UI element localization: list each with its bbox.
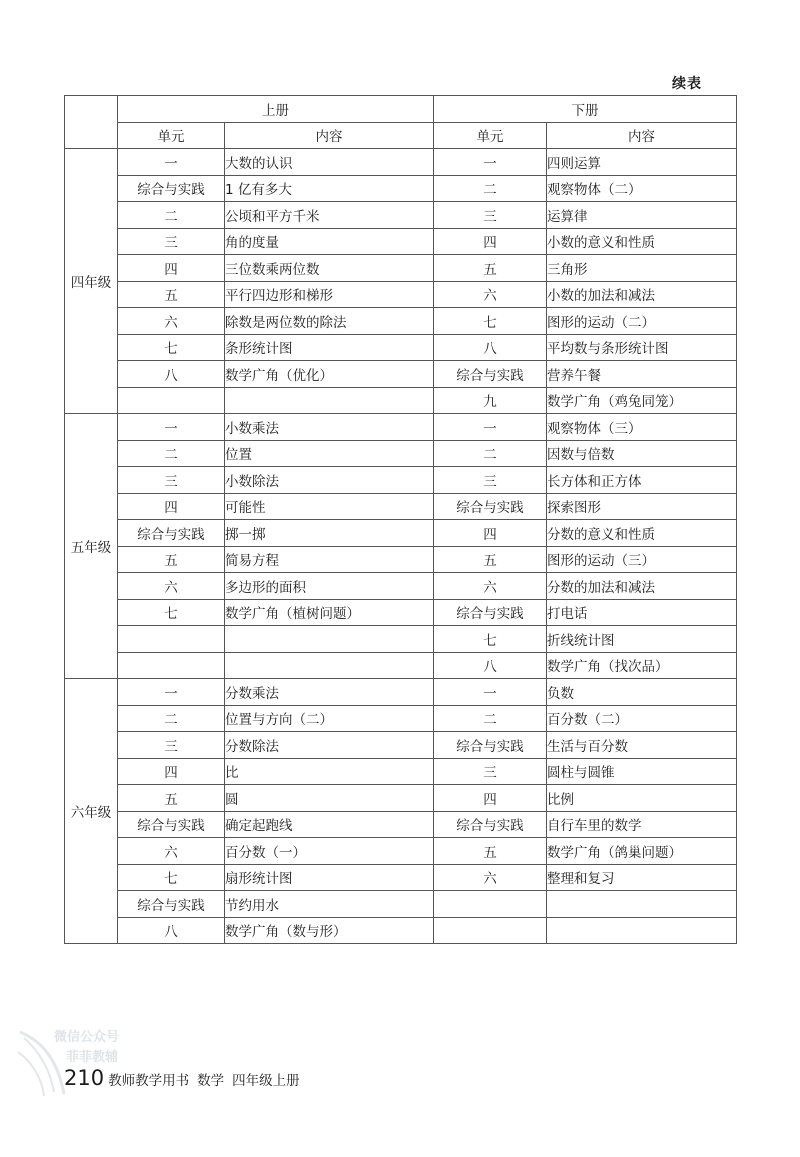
lower-content-cell: 四则运算 bbox=[547, 149, 737, 176]
upper-content-cell: 位置与方向（二） bbox=[225, 705, 434, 732]
upper-content-cell: 确定起跑线 bbox=[225, 811, 434, 838]
lower-unit-cell: 二 bbox=[434, 175, 547, 202]
upper-unit-cell: 四 bbox=[118, 493, 225, 520]
lower-unit-cell: 二 bbox=[434, 705, 547, 732]
upper-unit-cell: 综合与实践 bbox=[118, 891, 225, 918]
table-row bbox=[65, 811, 737, 838]
lower-content-cell: 平均数与条形统计图 bbox=[547, 334, 737, 361]
lower-content-cell: 三角形 bbox=[547, 255, 737, 282]
lower-unit-cell: 四 bbox=[434, 228, 547, 255]
lower-unit-cell: 九 bbox=[434, 387, 547, 414]
header-upper-unit: 单元 bbox=[118, 122, 225, 149]
upper-content-cell: 比 bbox=[225, 758, 434, 785]
header-lower-volume: 下册 bbox=[434, 96, 737, 123]
lower-content-cell: 比例 bbox=[547, 785, 737, 812]
lower-unit-cell: 六 bbox=[434, 864, 547, 891]
table-row bbox=[65, 891, 737, 918]
upper-unit-cell: 二 bbox=[118, 705, 225, 732]
table-row bbox=[65, 679, 737, 706]
curriculum-table bbox=[64, 95, 737, 944]
table-row bbox=[65, 732, 737, 759]
table-row bbox=[65, 626, 737, 653]
upper-unit-cell: 四 bbox=[118, 255, 225, 282]
upper-unit-cell: 八 bbox=[118, 361, 225, 388]
upper-content-cell: 平行四边形和梯形 bbox=[225, 281, 434, 308]
lower-content-cell: 因数与倍数 bbox=[547, 440, 737, 467]
table-row bbox=[65, 334, 737, 361]
upper-unit-cell: 一 bbox=[118, 149, 225, 176]
upper-unit-cell bbox=[118, 387, 225, 414]
grade-label: 六年级 bbox=[65, 679, 118, 944]
lower-unit-cell: 一 bbox=[434, 679, 547, 706]
header-lower-unit: 单元 bbox=[434, 122, 547, 149]
subject-label: 数学 bbox=[197, 1073, 225, 1089]
upper-content-cell: 位置 bbox=[225, 440, 434, 467]
upper-content-cell: 除数是两位数的除法 bbox=[225, 308, 434, 335]
grade-label: 四年级 bbox=[65, 149, 118, 414]
upper-unit-cell: 综合与实践 bbox=[118, 811, 225, 838]
table-row bbox=[65, 440, 737, 467]
table-row bbox=[65, 281, 737, 308]
upper-content-cell bbox=[225, 626, 434, 653]
upper-unit-cell: 一 bbox=[118, 679, 225, 706]
upper-content-cell: 多边形的面积 bbox=[225, 573, 434, 600]
upper-content-cell: 可能性 bbox=[225, 493, 434, 520]
table-row bbox=[65, 361, 737, 388]
table-body bbox=[65, 149, 737, 944]
lower-unit-cell bbox=[434, 917, 547, 944]
lower-unit-cell: 五 bbox=[434, 838, 547, 865]
lower-content-cell: 数学广角（找次品） bbox=[547, 652, 737, 679]
lower-unit-cell: 综合与实践 bbox=[434, 732, 547, 759]
lower-unit-cell: 六 bbox=[434, 281, 547, 308]
lower-unit-cell: 二 bbox=[434, 440, 547, 467]
upper-content-cell: 大数的认识 bbox=[225, 149, 434, 176]
table-row bbox=[65, 838, 737, 865]
lower-content-cell: 观察物体（三） bbox=[547, 414, 737, 441]
table-row bbox=[65, 175, 737, 202]
table-row bbox=[65, 520, 737, 547]
lower-content-cell: 图形的运动（三） bbox=[547, 546, 737, 573]
table-row bbox=[65, 573, 737, 600]
corner-cell bbox=[65, 96, 118, 149]
lower-content-cell: 分数的意义和性质 bbox=[547, 520, 737, 547]
upper-content-cell: 扇形统计图 bbox=[225, 864, 434, 891]
lower-unit-cell: 八 bbox=[434, 652, 547, 679]
upper-content-cell: 百分数（一） bbox=[225, 838, 434, 865]
upper-content-cell: 掷一掷 bbox=[225, 520, 434, 547]
lower-content-cell: 圆柱与圆锥 bbox=[547, 758, 737, 785]
upper-content-cell: 分数乘法 bbox=[225, 679, 434, 706]
upper-unit-cell: 三 bbox=[118, 228, 225, 255]
upper-unit-cell: 四 bbox=[118, 758, 225, 785]
upper-unit-cell: 综合与实践 bbox=[118, 520, 225, 547]
table-row bbox=[65, 387, 737, 414]
upper-content-cell: 数学广角（优化） bbox=[225, 361, 434, 388]
upper-content-cell: 1 亿有多大 bbox=[225, 175, 434, 202]
table-row bbox=[65, 758, 737, 785]
lower-unit-cell: 综合与实践 bbox=[434, 493, 547, 520]
upper-content-cell: 公顷和平方千米 bbox=[225, 202, 434, 229]
lower-content-cell: 探索图形 bbox=[547, 493, 737, 520]
lower-unit-cell: 五 bbox=[434, 546, 547, 573]
upper-unit-cell: 七 bbox=[118, 864, 225, 891]
table-row bbox=[65, 864, 737, 891]
lower-unit-cell: 三 bbox=[434, 202, 547, 229]
lower-content-cell: 分数的加法和减法 bbox=[547, 573, 737, 600]
upper-content-cell: 条形统计图 bbox=[225, 334, 434, 361]
upper-unit-cell: 一 bbox=[118, 414, 225, 441]
table-row bbox=[65, 467, 737, 494]
lower-unit-cell: 一 bbox=[434, 414, 547, 441]
table-row bbox=[65, 202, 737, 229]
upper-unit-cell: 五 bbox=[118, 546, 225, 573]
table-row bbox=[65, 917, 737, 944]
lower-unit-cell: 三 bbox=[434, 758, 547, 785]
upper-content-cell: 分数除法 bbox=[225, 732, 434, 759]
lower-unit-cell: 七 bbox=[434, 308, 547, 335]
upper-unit-cell: 二 bbox=[118, 440, 225, 467]
upper-content-cell: 数学广角（植树问题） bbox=[225, 599, 434, 626]
lower-content-cell: 图形的运动（二） bbox=[547, 308, 737, 335]
header-row-columns bbox=[65, 122, 737, 149]
lower-unit-cell bbox=[434, 891, 547, 918]
upper-content-cell: 小数除法 bbox=[225, 467, 434, 494]
lower-unit-cell: 综合与实践 bbox=[434, 599, 547, 626]
lower-content-cell: 数学广角（鸡兔同笼） bbox=[547, 387, 737, 414]
header-upper-content: 内容 bbox=[225, 122, 434, 149]
upper-unit-cell: 六 bbox=[118, 573, 225, 600]
lower-content-cell: 营养午餐 bbox=[547, 361, 737, 388]
upper-content-cell bbox=[225, 387, 434, 414]
upper-unit-cell: 三 bbox=[118, 467, 225, 494]
upper-unit-cell: 八 bbox=[118, 917, 225, 944]
upper-unit-cell: 七 bbox=[118, 599, 225, 626]
lower-content-cell: 折线统计图 bbox=[547, 626, 737, 653]
table-row bbox=[65, 599, 737, 626]
table-row bbox=[65, 493, 737, 520]
lower-unit-cell: 四 bbox=[434, 785, 547, 812]
upper-unit-cell: 三 bbox=[118, 732, 225, 759]
lower-unit-cell: 八 bbox=[434, 334, 547, 361]
upper-content-cell: 圆 bbox=[225, 785, 434, 812]
watermark-line2: 菲菲教辅 bbox=[66, 1050, 119, 1065]
upper-unit-cell: 五 bbox=[118, 281, 225, 308]
upper-content-cell: 小数乘法 bbox=[225, 414, 434, 441]
table-row bbox=[65, 652, 737, 679]
upper-content-cell: 数学广角（数与形） bbox=[225, 917, 434, 944]
lower-content-cell: 负数 bbox=[547, 679, 737, 706]
upper-content-cell: 简易方程 bbox=[225, 546, 434, 573]
lower-unit-cell: 一 bbox=[434, 149, 547, 176]
page-number: 210 bbox=[64, 1066, 105, 1090]
lower-unit-cell: 综合与实践 bbox=[434, 361, 547, 388]
header-upper-volume: 上册 bbox=[118, 96, 434, 123]
table-row bbox=[65, 546, 737, 573]
lower-content-cell: 生活与百分数 bbox=[547, 732, 737, 759]
lower-unit-cell: 三 bbox=[434, 467, 547, 494]
upper-unit-cell bbox=[118, 626, 225, 653]
lower-content-cell: 数学广角（鸽巢问题） bbox=[547, 838, 737, 865]
upper-unit-cell: 五 bbox=[118, 785, 225, 812]
upper-content-cell: 三位数乘两位数 bbox=[225, 255, 434, 282]
lower-content-cell: 打电话 bbox=[547, 599, 737, 626]
lower-content-cell: 百分数（二） bbox=[547, 705, 737, 732]
lower-unit-cell: 五 bbox=[434, 255, 547, 282]
lower-content-cell: 小数的意义和性质 bbox=[547, 228, 737, 255]
book-title: 教师教学用书 bbox=[108, 1073, 190, 1089]
table-row bbox=[65, 785, 737, 812]
lower-unit-cell: 六 bbox=[434, 573, 547, 600]
upper-unit-cell: 二 bbox=[118, 202, 225, 229]
watermark-line1: 微信公众号 bbox=[54, 1030, 120, 1045]
lower-content-cell bbox=[547, 917, 737, 944]
upper-content-cell bbox=[225, 652, 434, 679]
lower-unit-cell: 七 bbox=[434, 626, 547, 653]
watermark bbox=[14, 1022, 144, 1102]
upper-unit-cell: 六 bbox=[118, 838, 225, 865]
table-row bbox=[65, 228, 737, 255]
upper-unit-cell: 综合与实践 bbox=[118, 175, 225, 202]
table-row bbox=[65, 414, 737, 441]
lower-content-cell bbox=[547, 891, 737, 918]
lower-content-cell: 长方体和正方体 bbox=[547, 467, 737, 494]
header-lower-content: 内容 bbox=[547, 122, 737, 149]
lower-content-cell: 自行车里的数学 bbox=[547, 811, 737, 838]
lower-unit-cell: 四 bbox=[434, 520, 547, 547]
lower-unit-cell: 综合与实践 bbox=[434, 811, 547, 838]
table-row bbox=[65, 705, 737, 732]
continued-label: 续表 bbox=[672, 76, 702, 92]
lower-content-cell: 观察物体（二） bbox=[547, 175, 737, 202]
upper-content-cell: 节约用水 bbox=[225, 891, 434, 918]
upper-content-cell: 角的度量 bbox=[225, 228, 434, 255]
lower-content-cell: 整理和复习 bbox=[547, 864, 737, 891]
lower-content-cell: 小数的加法和减法 bbox=[547, 281, 737, 308]
lower-content-cell: 运算律 bbox=[547, 202, 737, 229]
table-row bbox=[65, 308, 737, 335]
table-row bbox=[65, 149, 737, 176]
table-row bbox=[65, 255, 737, 282]
volume-label: 四年级上册 bbox=[232, 1073, 300, 1089]
header-row-volumes bbox=[65, 96, 737, 123]
upper-unit-cell bbox=[118, 652, 225, 679]
upper-unit-cell: 七 bbox=[118, 334, 225, 361]
grade-label: 五年级 bbox=[65, 414, 118, 679]
upper-unit-cell: 六 bbox=[118, 308, 225, 335]
